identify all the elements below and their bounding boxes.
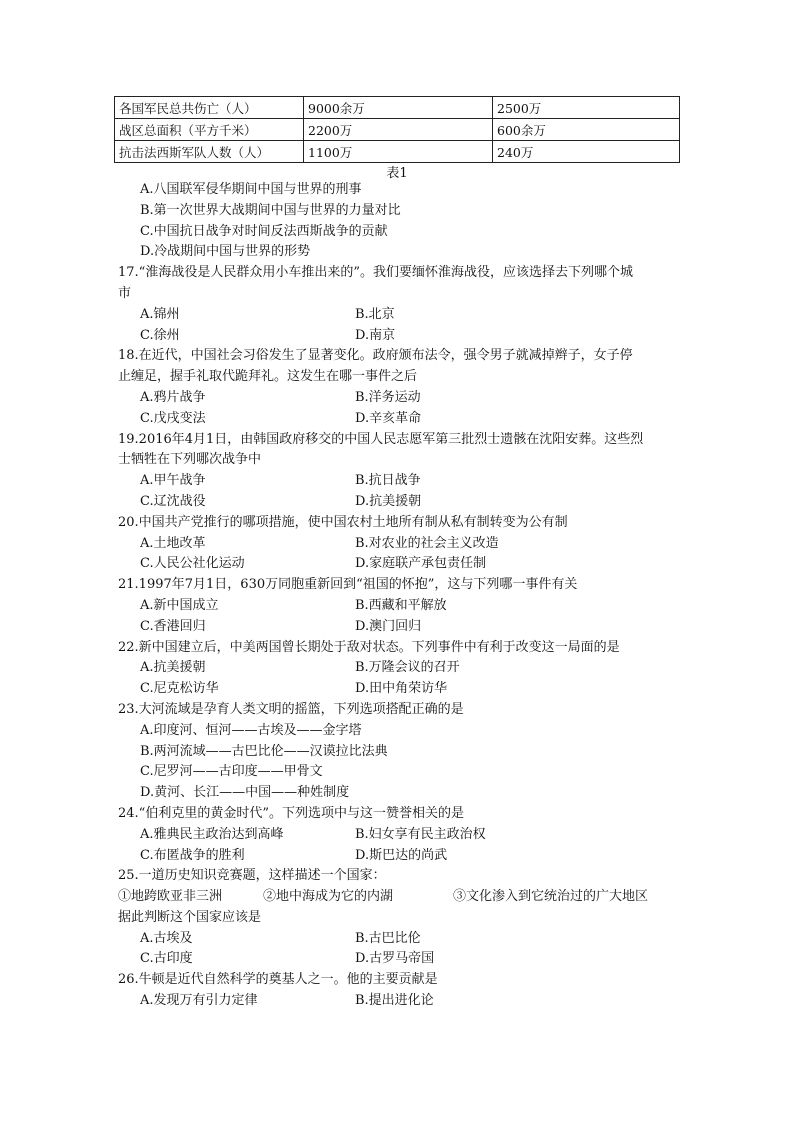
q22-option-c: C.尼克松访华: [140, 681, 219, 697]
q24-options-row1: [118, 825, 688, 846]
q17-option-d: D.南京: [355, 327, 396, 343]
q24-option-a: A.雅典民主政治达到高峰: [140, 826, 284, 842]
q22-option-b: B.万隆会议的召开: [355, 660, 460, 676]
q17-option-c: C.徐州: [140, 327, 180, 343]
table-cell: 2200万: [304, 119, 493, 141]
q16-option-c: C.中国抗日战争对时间反法西斯战争的贡献: [140, 223, 388, 239]
table-cell: 各国军民总共伤亡（人）: [115, 97, 304, 119]
q21-option-d: D.澳门回归: [355, 618, 422, 634]
q18-option-a: A.鸦片战争: [140, 389, 206, 405]
q25-options-row1: [118, 929, 688, 950]
q18-options-row2: [118, 409, 688, 430]
q25-option-a: A.古埃及: [140, 930, 193, 946]
q18-stem: 18.在近代，中国社会习俗发生了显著变化。政府颁布法令，强令男子就减掉辫子，女子停: [118, 348, 633, 364]
q16-option-a: A.八国联军侵华期间中国与世界的刑事: [140, 182, 362, 197]
q22-option-a: A.抗美援朝: [140, 660, 206, 676]
q18-option-d: D.辛亥革命: [355, 410, 422, 426]
q25-stem: 25.一道历史知识竞赛题，这样描述一个国家：: [118, 868, 386, 884]
table-row: [115, 119, 680, 141]
q17-option-a: A.锦州: [140, 306, 180, 322]
table-cell: 抗击法西斯军队人数（人）: [115, 141, 304, 163]
q25-option-c: C.古印度: [140, 951, 193, 967]
q22-options-row1: [118, 658, 688, 679]
q24-option-d: D.斯巴达的尚武: [355, 847, 448, 863]
q19-options-row2: [118, 492, 688, 513]
q21-option-a: A.新中国成立: [140, 597, 219, 613]
q22-stem: 22.新中国建立后，中美两国曾长期处于敌对状态。下列事件中有利于改变这一局面的是: [118, 639, 620, 655]
q25-clue-1: ①地跨欧亚非三洲: [118, 889, 223, 905]
q20-stem: 20.中国共产党推行的哪项措施，使中国农村土地所有制从私有制转变为公有制: [118, 514, 568, 530]
q16-option-d: D.冷战期间中国与世界的形势: [140, 244, 311, 260]
q17-stem: 17.“淮海战役是人民群众用小车推出来的”。我们要缅怀淮海战役，应该选择去下列哪个城: [118, 265, 633, 281]
q19-option-c: C.辽沈战役: [140, 493, 206, 509]
statistics-table: [114, 96, 680, 163]
q21-options-row2: [118, 617, 688, 638]
q20-option-b: B.对农业的社会主义改造: [355, 535, 499, 551]
q18-option-b: B.洋务运动: [355, 389, 421, 405]
table-row: [115, 141, 680, 163]
q25-clue-2: ②地中海成为它的内湖: [263, 889, 394, 905]
table-cell: 2500万: [493, 97, 680, 119]
q19-option-d: D.抗美援朝: [355, 493, 422, 509]
q26-option-b: B.提出进化论: [355, 993, 434, 1009]
questions-block: [118, 180, 688, 1012]
q24-option-c: C.布匿战争的胜利: [140, 847, 245, 863]
table-cell: 240万: [493, 141, 680, 163]
q26-stem: 26.牛顿是近代自然科学的奠基人之一。他的主要贡献是: [118, 972, 438, 988]
q18-stem-cont: 止缠足，握手礼取代跪拜礼。这发生在哪一事件之后: [118, 369, 418, 385]
q25-clues: [118, 887, 688, 908]
q19-option-b: B.抗日战争: [355, 473, 421, 489]
q19-stem: 19.2016年4月1日，由韩国政府移交的中国人民志愿军第三批烈士遗骸在沈阳安葬。这些烈: [118, 431, 644, 447]
q24-options-row2: [118, 846, 688, 867]
q22-option-d: D.田中角荣访华: [355, 681, 448, 697]
table-row: [115, 97, 680, 119]
q26-option-a: A.发现万有引力定律: [140, 993, 258, 1009]
q16-option-b: B.第一次世界大战期间中国与世界的力量对比: [140, 202, 401, 218]
q23-option-a: A.印度河、恒河——古埃及——金字塔: [140, 722, 362, 738]
q20-option-c: C.人民公社化运动: [140, 556, 245, 572]
q19-stem-cont: 士牺牲在下列哪次战争中: [118, 452, 262, 468]
q19-options-row1: [118, 471, 688, 492]
q25-options-row2: [118, 949, 688, 970]
table-caption: 表1: [386, 166, 408, 181]
q25-stem-cont: 据此判断这个国家应该是: [118, 909, 262, 925]
q23-stem: 23.大河流域是孕育人类文明的摇篮，下列选项搭配正确的是: [118, 701, 464, 717]
q20-option-a: A.土地改革: [140, 535, 206, 551]
q24-option-b: B.妇女享有民主政治权: [355, 826, 486, 842]
q21-stem: 21.1997年7月1日，630万同胞重新回到“祖国的怀抱”，这与下列哪一事件有关: [118, 577, 578, 593]
q26-options-row1: [118, 991, 688, 1012]
q20-options-row2: [118, 554, 688, 575]
q25-option-d: D.古罗马帝国: [355, 951, 435, 967]
q21-option-c: C.香港回归: [140, 618, 206, 634]
q20-options-row1: [118, 534, 688, 555]
table-cell: 600余万: [493, 119, 680, 141]
q23-option-b: B.两河流域——古巴比伦——汉谟拉比法典: [140, 743, 388, 759]
q22-options-row2: [118, 679, 688, 700]
table-cell: 1100万: [304, 141, 493, 163]
q23-option-c: C.尼罗河——古印度——甲骨文: [140, 764, 323, 780]
q20-option-d: D.家庭联产承包责任制: [355, 556, 487, 572]
table-cell: 战区总面积（平方千米）: [115, 119, 304, 141]
q17-options-row2: [118, 326, 688, 347]
q17-option-b: B.北京: [355, 306, 395, 322]
q18-options-row1: [118, 388, 688, 409]
q23-option-d: D.黄河、长江——中国——种姓制度: [140, 785, 350, 801]
q18-option-c: C.戊戌变法: [140, 410, 206, 426]
q21-option-b: B.西藏和平解放: [355, 597, 447, 613]
q21-options-row1: [118, 596, 688, 617]
q24-stem: 24.“伯利克里的黄金时代”。下列选项中与这一赞誉相关的是: [118, 805, 464, 821]
q19-option-a: A.甲午战争: [140, 473, 206, 489]
table-cell: 9000余万: [304, 97, 493, 119]
q17-stem-cont: 市: [118, 285, 132, 301]
q17-options-row1: [118, 305, 688, 326]
q25-option-b: B.古巴比伦: [355, 930, 421, 946]
q25-clue-3: ③文化渗入到它统治过的广大地区: [453, 889, 649, 905]
